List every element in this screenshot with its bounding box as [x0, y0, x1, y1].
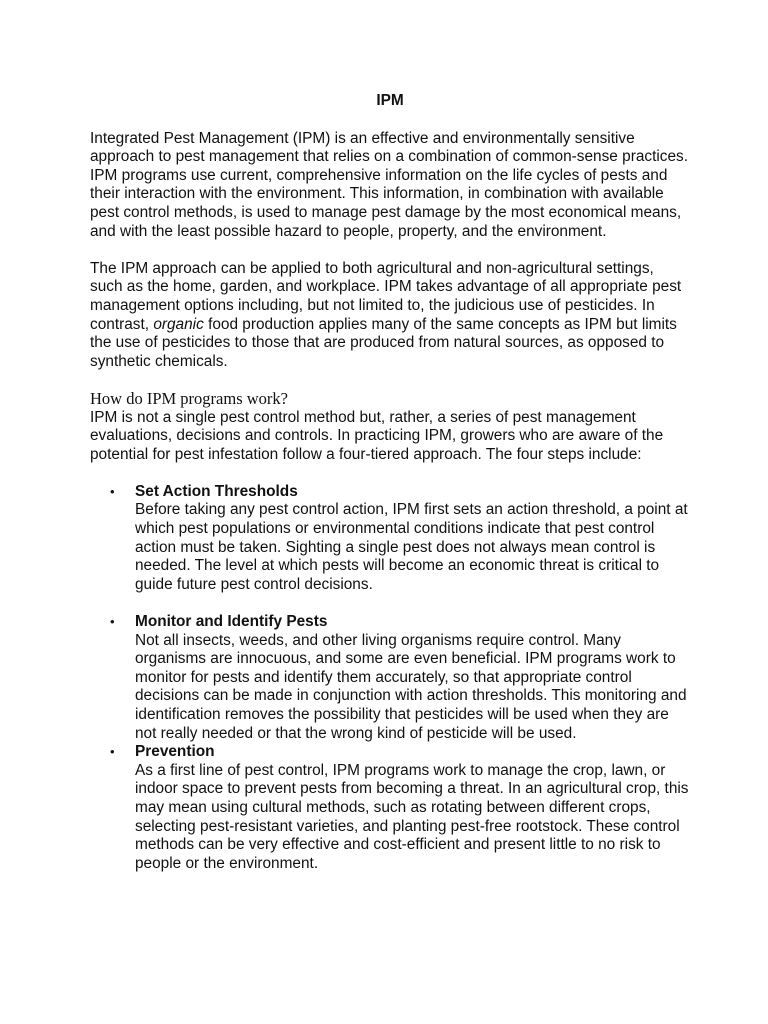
- step-title: Monitor and Identify Pests: [135, 613, 328, 631]
- step-title: Prevention: [135, 743, 215, 761]
- step-title: Set Action Thresholds: [135, 482, 298, 500]
- step-body: As a first line of pest control, IPM programs work to manage the crop, lawn, or indoor space to prevent pests from becoming a threat. In an agricultural crop, this may mean using cultural methods, such as rotating between different crops, selecting pest-resistant varieties, and planting pest-free rootstock. These control methods can be very effective and cost-efficient and present little to no risk to people or the environment.: [135, 761, 689, 872]
- approach-text-before: The IPM approach can be applied to both agricultural and non-agricultural settings, such as the home, garden, and workplace. IPM takes advantage of all appropriate pest management options including, but not limited to, the judicious use of pesticides. In contrast,: [90, 259, 682, 333]
- step-body: Not all insects, weeds, and other living organisms require control. Many organisms are innocuous, and some are even beneficial. IPM programs work to monitor for pests and identify them accurately, so that appropriate control decisions can be made in conjunction with action thresholds. This monitoring and identification removes the possibility that pesticides will be used when they are not really needed or that the wrong kind of pesticide will be used.: [135, 631, 687, 742]
- list-item: [90, 483, 690, 595]
- bullet-icon: •: [110, 744, 115, 760]
- list-item: [90, 743, 690, 873]
- section-paragraph: IPM is not a single pest control method but, rather, a series of pest management evaluations, decisions and controls. In practicing IPM, growers who are aware of the potential for pest infestation follow a four-tiered approach. The four steps include:: [90, 408, 664, 463]
- document-page: [90, 92, 690, 873]
- step-body: Before taking any pest control action, IPM first sets an action threshold, a point at which pest populations or environmental conditions indicate that pest control action must be taken. Sighting a single pest does not always mean control is needed. The level at which pests will become an economic threat is critical to guide future pest control decisions.: [135, 501, 688, 593]
- bullet-icon: •: [110, 483, 115, 499]
- list-item: [90, 613, 690, 743]
- document-title: IPM: [376, 92, 404, 109]
- steps-list: [90, 483, 690, 873]
- approach-text-italic: organic: [153, 315, 204, 333]
- section-heading: How do IPM programs work?: [90, 388, 288, 408]
- intro-paragraph: Integrated Pest Management (IPM) is an effective and environmentally sensitive approach to pest management that relies on a combination of common-sense practices. IPM programs use current, comprehensive information on the life cycles of pests and their interaction with the environment. This information, in combination with available pest control methods, is used to manage pest damage by the most economical means, and with the least possible hazard to people, property, and the environment.: [90, 129, 688, 240]
- approach-text-after: food production applies many of the same concepts as IPM but limits the use of pesticides to those that are produced from natural sources, as opposed to synthetic chemicals.: [90, 315, 677, 370]
- bullet-icon: •: [110, 614, 115, 630]
- approach-paragraph: [90, 260, 690, 372]
